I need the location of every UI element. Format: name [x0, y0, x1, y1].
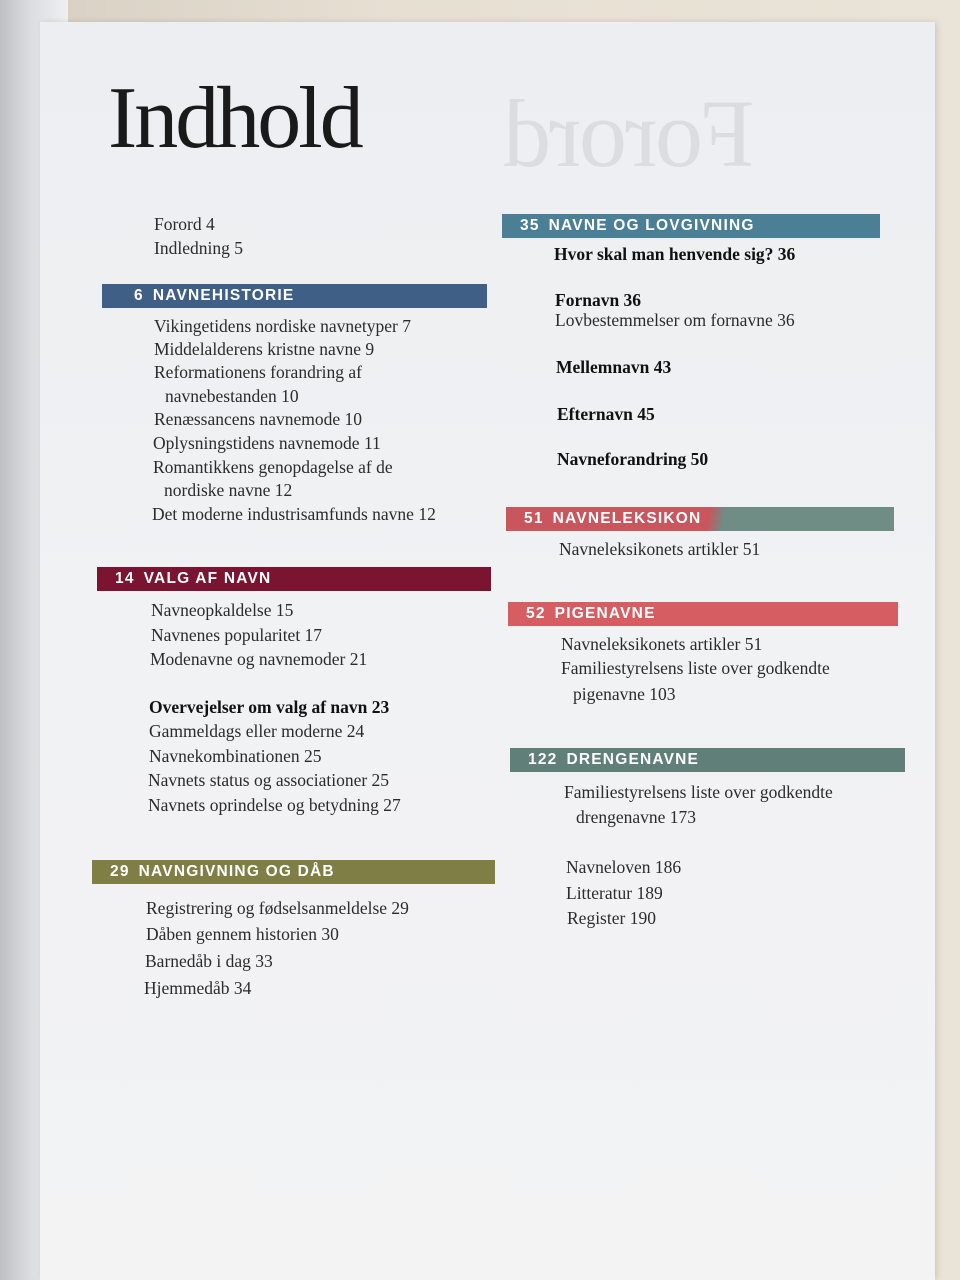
toc-entry: Navneleksikonets artikler 51	[559, 539, 761, 559]
toc-entry-continued: pigenavne 103	[573, 684, 676, 704]
toc-entry-continued: navnebestanden 10	[165, 386, 299, 406]
toc-entry: Navneleksikonets artikler 51	[561, 634, 763, 654]
section-label: DRENGENAVNE	[566, 751, 700, 768]
toc-entry: Gammeldags eller moderne 24	[149, 721, 365, 741]
section-label: NAVNEHISTORIE	[152, 287, 295, 304]
toc-entry: Registrering og fødselsanmeldelse 29	[146, 898, 409, 918]
section-label: NAVNELEKSIKON	[552, 510, 702, 527]
toc-entry: Navnenes popularitet 17	[151, 625, 323, 645]
section-header-navneleksikon	[506, 507, 894, 531]
toc-entry: Reformationens forandring af	[154, 362, 362, 382]
toc-entry-indledning: Indledning 5	[154, 238, 243, 258]
section-header-navnehistorie	[102, 284, 487, 308]
toc-entry: Dåben gennem historien 30	[146, 924, 339, 944]
toc-entry-register: Register 190	[567, 908, 656, 928]
toc-subheading: Navneforandring 50	[557, 449, 709, 469]
section-header-navngivning	[92, 860, 495, 884]
toc-entry: Navnets status og associationer 25	[148, 770, 390, 790]
section-number: 51	[524, 510, 544, 527]
toc-entry-litteratur: Litteratur 189	[566, 883, 663, 903]
section-header-pigenavne	[508, 602, 898, 626]
toc-entry-forord: Forord 4	[154, 214, 215, 234]
toc-entry: Navnets oprindelse og betydning 27	[148, 795, 401, 815]
section-number: 29	[110, 863, 130, 880]
toc-subheading: Fornavn 36	[555, 290, 642, 310]
toc-entry-continued: drengenavne 173	[576, 807, 697, 827]
section-number: 52	[526, 605, 546, 622]
section-label: NAVNE OG LOVGIVNING	[548, 217, 755, 234]
section-header-valg-af-navn	[97, 567, 491, 591]
section-label: VALG AF NAVN	[143, 570, 272, 587]
toc-entry: Barnedåb i dag 33	[145, 951, 273, 971]
toc-entry: Lovbestemmelser om fornavne 36	[555, 310, 795, 330]
toc-entry: Navnekombinationen 25	[149, 746, 322, 766]
toc-entry: Familiestyrelsens liste over godkendte	[561, 658, 830, 678]
section-label: PIGENAVNE	[554, 605, 656, 622]
toc-subheading: Efternavn 45	[557, 404, 655, 424]
page-title: Indhold	[108, 70, 361, 167]
section-number: 35	[520, 217, 540, 234]
toc-subheading: Mellemnavn 43	[556, 357, 672, 377]
section-number: 6	[134, 287, 144, 304]
toc-entry: Middelalderens kristne navne 9	[154, 339, 375, 359]
toc-subheading: Hvor skal man henvende sig? 36	[554, 244, 796, 264]
toc-entry: Det moderne industrisamfunds navne 12	[152, 504, 436, 524]
section-number: 122	[528, 751, 558, 768]
toc-entry-navneloven: Navneloven 186	[566, 857, 682, 877]
toc-entry: Modenavne og navnemoder 21	[150, 649, 368, 669]
section-label: NAVNGIVNING OG DÅB	[138, 863, 335, 880]
section-header-lovgivning	[502, 214, 880, 238]
toc-entry: Familiestyrelsens liste over godkendte	[564, 782, 833, 802]
show-through-text: Forord	[505, 80, 755, 187]
toc-subheading: Overvejelser om valg af navn 23	[149, 697, 390, 717]
toc-entry-continued: nordiske navne 12	[164, 480, 293, 500]
section-number: 14	[115, 570, 135, 587]
section-header-drengenavne	[510, 748, 905, 772]
toc-entry: Navneopkaldelse 15	[151, 600, 294, 620]
toc-entry: Renæssancens navnemode 10	[154, 409, 363, 429]
toc-entry: Hjemmedåb 34	[144, 978, 252, 998]
toc-entry: Oplysningstidens navnemode 11	[153, 433, 381, 453]
toc-entry: Vikingetidens nordiske navnetyper 7	[154, 316, 412, 336]
toc-entry: Romantikkens genopdagelse af de	[153, 457, 393, 477]
